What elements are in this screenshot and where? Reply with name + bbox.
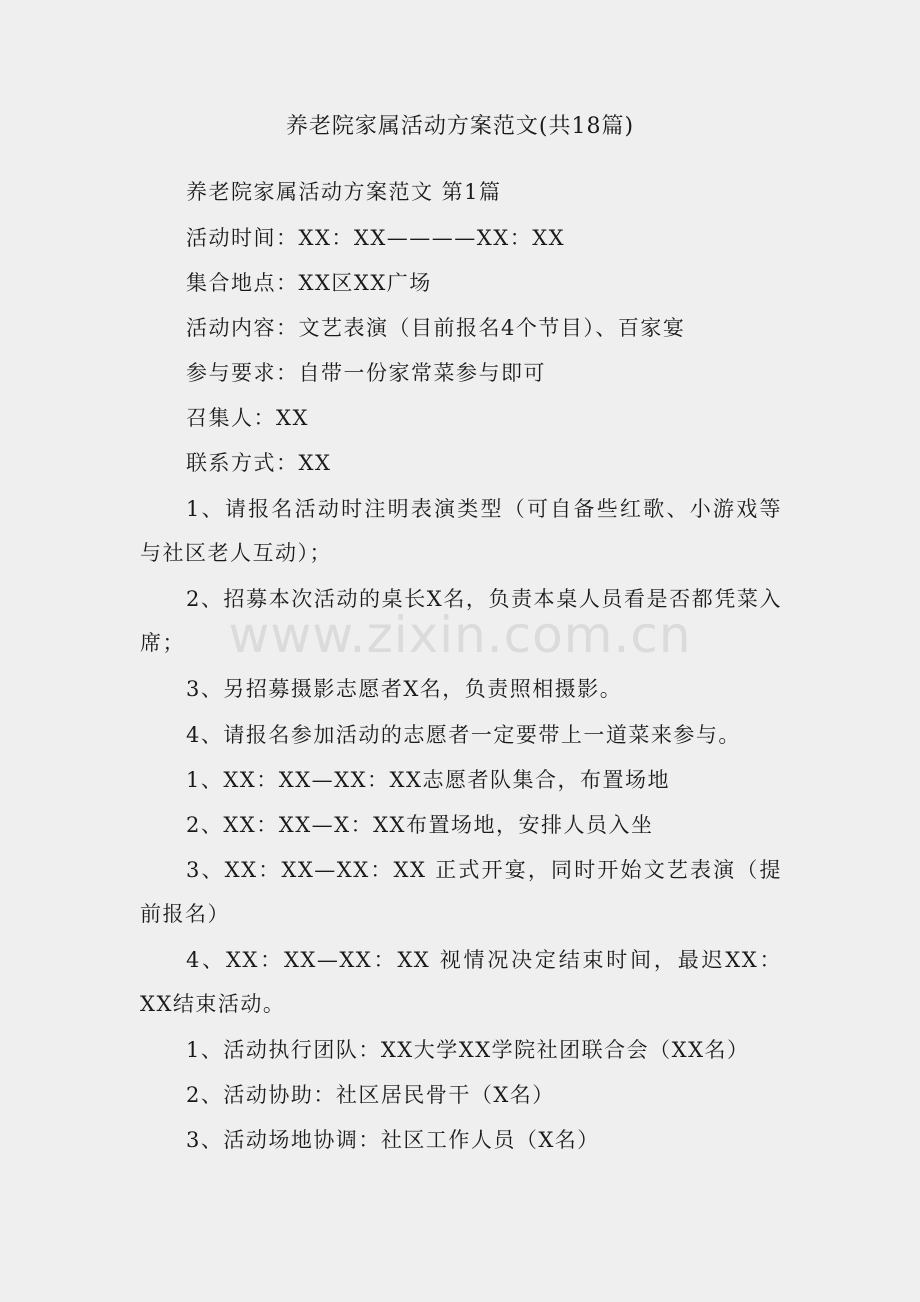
- contact-info: 联系方式：XX: [186, 451, 332, 475]
- team-item: 3、活动场地协调：社区工作人员（X名）: [186, 1128, 600, 1152]
- team-item: 2、活动协助：社区居民骨干（X名）: [186, 1083, 555, 1107]
- meeting-place: 集合地点：XX区XX广场: [186, 271, 432, 295]
- list-item: 3、另招募摄影志愿者X名，负责照相摄影。: [186, 677, 623, 701]
- schedule-item: 2、XX：XX—X：XX布置场地，安排人员入坐: [186, 813, 654, 837]
- participation-requirement: 参与要求：自带一份家常菜参与即可: [186, 361, 546, 385]
- section-heading: 养老院家属活动方案范文 第1篇: [186, 180, 502, 204]
- schedule-item: 3、XX：XX—XX：XX 正式开宴，同时开始文艺表演（提前报名）: [140, 858, 782, 926]
- document-title: 养老院家属活动方案范文(共18篇): [285, 114, 635, 139]
- convener: 召集人：XX: [186, 406, 309, 430]
- activity-content: 活动内容：文艺表演（目前报名4个节目）、百家宴: [186, 316, 686, 340]
- list-item: 1、请报名活动时注明表演类型（可自备些红歌、小游戏等与社区老人互动）；: [140, 497, 782, 565]
- watermark: www.zixin.com.cn: [228, 606, 692, 664]
- schedule-item: 1、XX：XX—XX：XX志愿者队集合，布置场地: [186, 768, 670, 792]
- activity-time: 活动时间：XX：XX————XX：XX: [186, 226, 566, 250]
- list-item: 2、招募本次活动的桌长X名，负责本桌人员看是否都凭菜入席；: [140, 587, 782, 655]
- list-item: 4、请报名参加活动的志愿者一定要带上一道菜来参与。: [186, 723, 741, 747]
- team-item: 1、活动执行团队：XX大学XX学院社团联合会（XX名）: [186, 1038, 750, 1062]
- schedule-item: 4、XX：XX—XX：XX 视情况决定结束时间，最迟XX：XX结束活动。: [140, 948, 782, 1016]
